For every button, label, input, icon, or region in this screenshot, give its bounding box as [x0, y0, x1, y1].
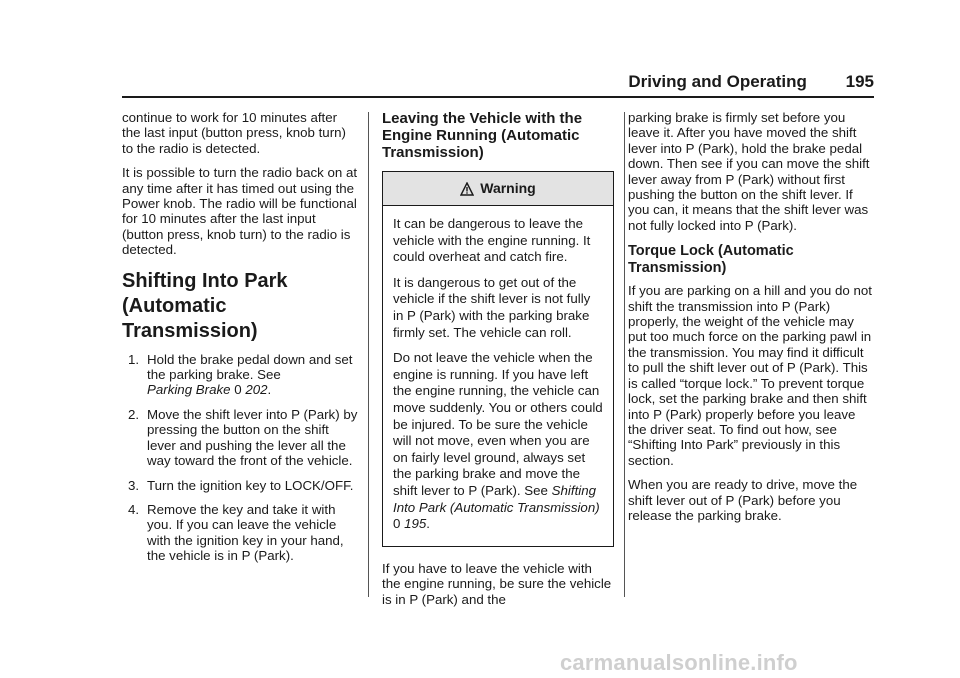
- warning-para-1: It can be dangerous to leave the vehicle with the engine running. It could overheat and catch fire.: [393, 216, 591, 265]
- step-text: Move the shift lever into P (Park) by pressing the button on the shift lever and pushing the lever all the way toward the front of the vehicle.: [147, 406, 358, 469]
- section-title: Driving and Operating: [628, 72, 807, 91]
- col3-para-3: When you are ready to drive, move the shift lever out of P (Park) before you release the parking brake.: [628, 477, 858, 523]
- page-header: [122, 72, 874, 94]
- warning-header: [383, 172, 613, 206]
- section-heading-leaving-vehicle: Leaving the Vehicle with the Engine Running (Automatic Transmission): [382, 110, 583, 161]
- warning-para-3: Do not leave the vehicle when the engine is running. If you have left the engine running, the vehicle can move suddenly. You or others could be injured. To be sure the vehicle will not move, even when you are on fairly level ground, always set the parking brake and move the shift lever to P (Park). See Shifting Into Park (Automatic Transmission) 0 195.: [393, 350, 603, 532]
- step-text: Remove the key and take it with you. If you can leave the vehicle with the ignition key in your hand, the vehicle is in P (Park).: [147, 501, 344, 564]
- column-1: [122, 110, 358, 573]
- col3-para-1: parking brake is firmly set before you leave it. After you have moved the shift lever into P (Park), hold the brake pedal down. Then see if you can move the shift lever away from P (Park) without first pushing the button on the shift lever. If you can, it means that the shift lever was not fully locked into P (Park).: [628, 110, 870, 233]
- header-rule: [122, 96, 874, 98]
- column-2: [382, 110, 614, 616]
- column-divider-left: [368, 112, 369, 597]
- cross-reference-link[interactable]: Shifting Into Park (Automatic Transmission): [393, 482, 600, 515]
- column-3: [628, 110, 876, 532]
- step-number: 4.: [128, 501, 140, 517]
- page-ref-number[interactable]: 195: [404, 516, 427, 532]
- step-number: 1.: [128, 351, 140, 367]
- section-heading-shifting-into-park: Shifting Into Park (Automatic Transmission): [122, 269, 288, 342]
- cross-reference-link[interactable]: Parking Brake: [147, 382, 231, 398]
- warning-icon: [460, 182, 474, 196]
- col2-para-after-warning: If you have to leave the vehicle with the engine running, be sure the vehicle is in P (Park) and the: [382, 560, 612, 607]
- warning-title: Warning: [480, 179, 536, 196]
- col1-para-2: It is possible to turn the radio back on at any time after it has timed out using the Power knob. The radio will be functional for 10 minutes after the last input (button press, knob turn) to the radio is detected.: [122, 165, 358, 258]
- step-text: Hold the brake pedal down and set the parking brake. See: [147, 351, 353, 383]
- step-number: 2.: [128, 406, 140, 422]
- list-item: [122, 407, 358, 469]
- warning-body: [383, 206, 613, 546]
- warning-para-2: It is dangerous to get out of the vehicle if the shift lever is not fully in P (Park) with the parking brake firmly set. The vehicle can roll.: [393, 274, 591, 340]
- col3-para-2: If you are parking on a hill and you do not shift the transmission into P (Park) properly, the weight of the vehicle may put too much force on the parking pawl in the transmission. You may find it difficult to pull the shift lever out of P (Park). This is called “torque lock.” To prevent torque lock, set the parking brake and then shift into P (Park) properly before you leave the driver seat. To find out how, see “Shifting Into Park” previously in this section.: [628, 283, 872, 468]
- section-heading-torque-lock: Torque Lock (Automatic Transmission): [628, 243, 794, 277]
- col1-para-1: continue to work for 10 minutes after the last input (button press, knob turn) to the radio is detected.: [122, 110, 346, 156]
- list-item: [122, 502, 358, 564]
- list-item: 1. Hold the brake pedal down and set the parking brake. See Parking Brake 0 202.: [122, 352, 358, 398]
- list-item: [122, 478, 358, 493]
- page-ref-number[interactable]: 202: [245, 382, 268, 398]
- watermark: carmanualsonline.info: [560, 650, 798, 675]
- column-divider-right: [624, 112, 625, 597]
- step-text: Turn the ignition key to LOCK/OFF.: [147, 477, 354, 493]
- page-number: 195: [845, 72, 874, 91]
- page-ref-arrow-icon: 0: [393, 516, 401, 532]
- page-ref-arrow-icon: 0: [234, 382, 242, 398]
- warning-box: [382, 171, 614, 547]
- steps-list: [122, 352, 358, 564]
- step-number: 3.: [128, 477, 140, 493]
